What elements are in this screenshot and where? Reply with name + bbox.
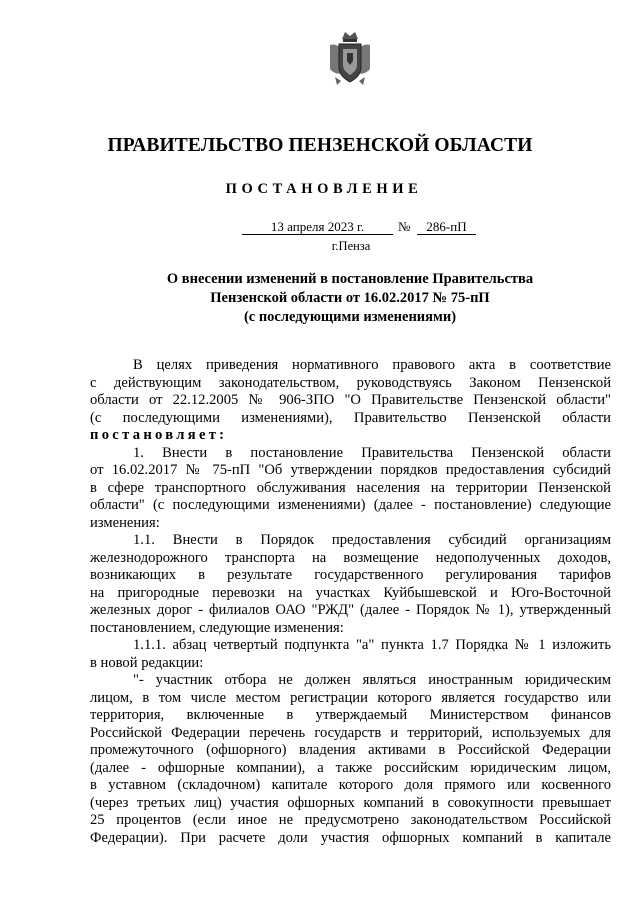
- body-line: 25 процентов (если иное не предусмотрено законодательством Российской: [90, 812, 611, 828]
- body-line: изменения:: [90, 514, 160, 531]
- body-line: 1.1. Внести в Порядок предоставления субсидий организациям: [133, 532, 611, 548]
- document-type: ПОСТАНОВЛЕНИЕ: [225, 181, 423, 197]
- subject-line: Пензенской области от 16.02.2017 № 75-пП: [210, 290, 490, 306]
- body-line: с действующим законодательством, руководствуясь Законом Пензенской: [90, 374, 611, 391]
- body-line: 1.1.1. абзац четвертый подпункта "а" пункта 1.7 Порядка № 1 изложить: [133, 637, 611, 653]
- coat-of-arms-emblem: [327, 29, 373, 87]
- body-line: 1. Внести в постановление Правительства Пензенской области: [133, 444, 611, 461]
- body-line: постановлением, следующие изменения:: [90, 619, 344, 636]
- subject-line: (с последующими изменениями): [243, 309, 457, 325]
- body-line-decree: постановляет:: [90, 427, 228, 443]
- body-line: (далее - офшорные компании), а также российским юридическим лицом,: [90, 759, 611, 776]
- body-line: области" (с последующими изменениями) (далее - постановление) следующие: [90, 497, 611, 513]
- body-line: (через третьих лиц) участия офшорных компаний в совокупности превышает: [90, 794, 611, 811]
- body-line: на пригородные перевозки на участках Куйбышевской и Юго-Восточной: [90, 584, 611, 601]
- body-line: В целях приведения нормативного правового акта в соответствие: [133, 357, 611, 373]
- body-line: Федерации). При расчете доли участия офшорных компаний в капитале: [90, 829, 611, 846]
- body-line: области от 22.12.2005 № 906-ЗПО "О Правительстве Пензенской области": [90, 392, 611, 408]
- body-line: (с последующими изменениями), Правительство Пензенской области: [90, 409, 611, 426]
- government-title: ПРАВИТЕЛЬСТВО ПЕНЗЕНСКОЙ ОБЛАСТИ: [107, 135, 533, 156]
- document-subject: [130, 270, 570, 327]
- city: г.Пенза: [331, 239, 371, 253]
- body-line: территория, включенные в утверждаемый Министерством финансов: [90, 707, 611, 723]
- body-line: в уставном (складочном) капитале которого доля прямого или косвенного: [90, 777, 611, 793]
- body-line: в сфере транспортного обслуживания населения на территории Пензенской: [90, 479, 611, 496]
- document-number: 286-пП: [417, 219, 476, 235]
- body-line: железных дорог - филиалов ОАО "РЖД" (далее - Порядок № 1), утвержденный: [90, 602, 611, 618]
- body-line: железнодорожного транспорта на возмещение недополученных доходов,: [90, 549, 611, 566]
- body-line: от 16.02.2017 № 75-пП "Об утверждении порядков предоставления субсидий: [90, 462, 611, 478]
- body-line: в новой редакции:: [90, 654, 204, 671]
- document-body: [90, 357, 611, 847]
- body-line: Российской Федерации перечень государств и территорий, используемых для: [90, 724, 611, 741]
- body-line: возникающих в результате государственного регулирования тарифов: [90, 567, 611, 583]
- document-date: 13 апреля 2023 г.: [242, 219, 393, 235]
- subject-line: О внесении изменений в постановление Правительства: [166, 271, 534, 287]
- body-line: "- участник отбора не должен являться иностранным юридическим: [133, 672, 611, 688]
- body-line: промежуточного (офшорного) владения активами в Российской Федерации: [90, 742, 611, 758]
- body-line: лицом, в том числе местом регистрации которого является государство или: [90, 689, 611, 706]
- number-sign: №: [398, 219, 411, 234]
